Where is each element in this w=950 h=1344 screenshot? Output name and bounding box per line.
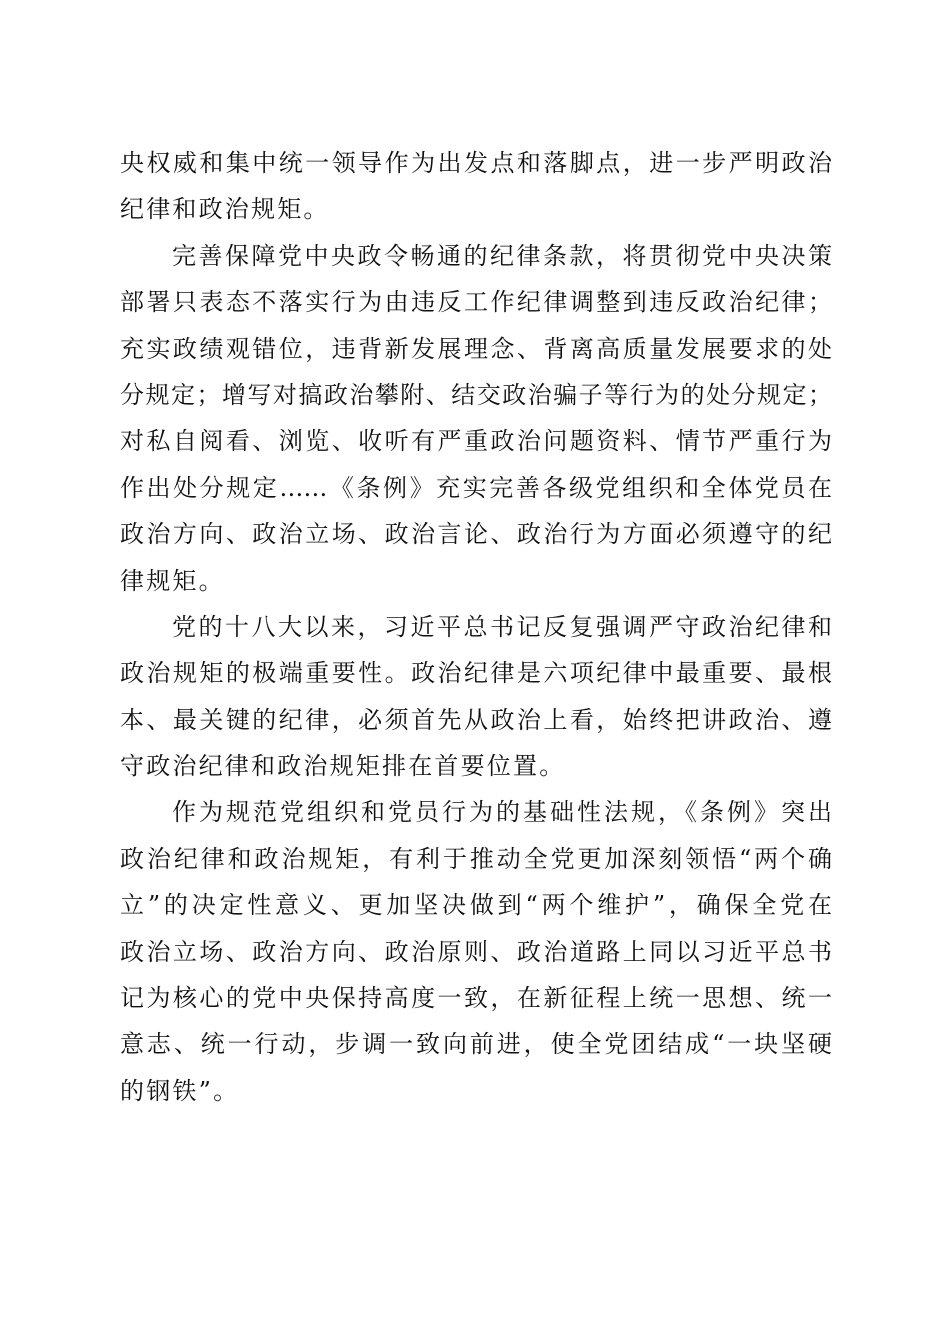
text-line: 完善保障党中央政令畅通的纪律条款，将贯彻党中央决策 bbox=[172, 241, 832, 270]
text-line: 政治立场、政治方向、政治原则、政治道路上同以习近平总书 bbox=[120, 937, 832, 966]
text-line: 意志、统一行动，步调一致向前进，使全党团结成“一块坚硬 bbox=[120, 1030, 832, 1059]
text-line: 充实政绩观错位，违背新发展理念、背离高质量发展要求的处 bbox=[120, 334, 832, 363]
text-line: 政治规矩的极端重要性。政治纪律是六项纪律中最重要、最根 bbox=[120, 659, 832, 688]
text-line: 对私自阅看、浏览、收听有严重政治问题资料、情节严重行为 bbox=[120, 427, 832, 456]
text-line: 作出处分规定……《条例》充实完善各级党组织和全体党员在 bbox=[120, 473, 832, 502]
text-line: 分规定；增写对搞政治攀附、结交政治骗子等行为的处分规定； bbox=[120, 380, 832, 409]
text-line: 政治纪律和政治规矩，有利于推动全党更加深刻领悟“两个确 bbox=[120, 844, 832, 873]
text-line: 央权威和集中统一领导作为出发点和落脚点，进一步严明政治 bbox=[120, 149, 832, 177]
text-line: 作为规范党组织和党员行为的基础性法规，《条例》突出 bbox=[172, 798, 832, 827]
paragraph bbox=[120, 789, 832, 1114]
text-line: 的钢铁”。 bbox=[120, 1076, 240, 1105]
paragraph bbox=[120, 604, 832, 790]
text-line: 纪律和政治规矩。 bbox=[120, 195, 330, 224]
document-body bbox=[120, 140, 832, 1114]
paragraph bbox=[120, 140, 832, 233]
paragraph bbox=[120, 233, 832, 604]
text-line: 党的十八大以来，习近平总书记反复强调严守政治纪律和 bbox=[172, 612, 832, 641]
text-line: 立”的决定性意义、更加坚决做到“两个维护”，确保全党在 bbox=[120, 891, 832, 920]
text-line: 记为核心的党中央保持高度一致，在新征程上统一思想、统一 bbox=[120, 984, 832, 1013]
text-line: 政治方向、政治立场、政治言论、政治行为方面必须遵守的纪 bbox=[120, 520, 832, 549]
text-line: 部署只表态不落实行为由违反工作纪律调整到违反政治纪律； bbox=[120, 288, 832, 317]
text-line: 律规矩。 bbox=[120, 566, 225, 595]
text-line: 守政治纪律和政治规矩排在首要位置。 bbox=[120, 752, 566, 781]
text-line: 本、最关键的纪律，必须首先从政治上看，始终把讲政治、遵 bbox=[120, 705, 832, 734]
